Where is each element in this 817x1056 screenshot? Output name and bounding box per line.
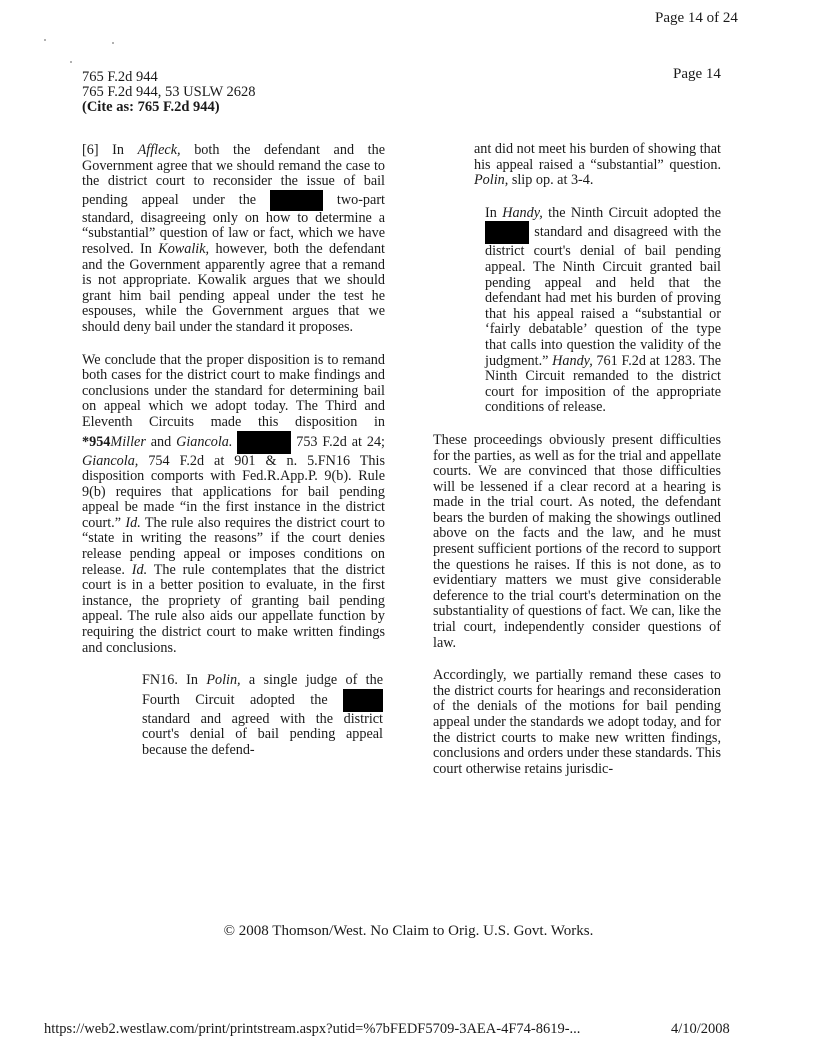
print-date: 4/10/2008 <box>671 1021 730 1037</box>
paragraph-affleck: [6] In Affleck, both the defendant and the Government agree that we should remand the case to the district court to reconsider the issue of bail pending appeal under the two-part standard, disagreeing only on how to determine a “substantial” question of law or fact, which we have resolved. In Kowalik, however, both the defendant and the Government apparently agree that a remand is not appropriate. Kowalik argues that we should grant him bail pending appeal under the test he espouses, while the Government argues that we should deny bail under the standard it proposes. <box>82 142 385 335</box>
right-column <box>433 142 721 794</box>
copyright-notice: © 2008 Thomson/West. No Claim to Orig. U.S. Govt. Works. <box>223 923 594 939</box>
scan-speck <box>112 42 114 44</box>
print-url: https://web2.westlaw.com/print/printstream.aspx?utid=%7bFEDF5709-3AEA-4F74-8619-... <box>44 1021 581 1037</box>
paragraph-remand: Accordingly, we partially remand these cases to the district courts for hearings and reconsideration of the denials of the motions for bail pending appeal under the standards we adopt today, and for the district courts to make new written findings, conclusions and orders under these standards. This court otherwise retains jurisdic- <box>433 667 721 777</box>
redaction-block <box>237 431 291 454</box>
page-number: Page 14 of 24 <box>655 10 738 26</box>
redaction-block <box>485 221 529 244</box>
footnote-handy: In Handy, the Ninth Circuit adopted the standard and disagreed with the district court's denial of bail pending appeal. The Ninth Circuit granted bail pending appeal and held that the defendant had met his burden of proving that his appeal raised a “substantial or ‘fairly debatable’ question of the type that calls into question the validity of the judgment.” Handy, 761 F.2d at 1283. The Ninth Circuit remanded to the district court for imposition of the appropriate conditions of release. <box>485 204 722 416</box>
left-column <box>82 143 385 776</box>
footnote-16-continued: ant did not meet his burden of showing that his appeal raised a “substantial” question. Polin, slip op. at 3-4. <box>474 141 721 189</box>
citation-line: 765 F.2d 944, 53 USLW 2628 <box>82 83 256 100</box>
citation-block <box>82 70 256 114</box>
paragraph-proceedings: These proceedings obviously present difficulties for the parties, as well as for the trial and appellate courts. We are convinced that those difficulties will be lessened if a clear record at a hearing is made in the trial court. As noted, the defendant bears the burden of making the showings outlined above on the facts and the law, and he must present sufficient portions of the record to support the questions he raises. If this is not done, as to evidentiary matters we must give considerable deference to the trial court's determination on the substantiality of questions of fact. We can, like the trial court, independently consider questions of law. <box>433 431 721 651</box>
footnote-16: FN16. In Polin, a single judge of the Fourth Circuit adopted the standard and agreed with the district court's denial of bail pending appeal because the defend- <box>142 672 383 758</box>
redaction-block <box>270 190 323 211</box>
cite-as-line: (Cite as: 765 F.2d 944) <box>82 98 220 115</box>
citation-line: 765 F.2d 944 <box>82 69 158 85</box>
paragraph-disposition: We conclude that the proper disposition is to remand both cases for the district court to make findings and conclusions under the standard for determining bail on appeal which we adopt today. The Third and Eleventh Circuits made this disposition in *954Miller and Giancola. 753 F.2d at 24; Giancola, 754 F.2d at 901 & n. 5.FN16 This disposition comports with Fed.R.App.P. 9(b). Rule 9(b) requires that applications for bail pending appeal be made “in the first instance in the district court.” Id. The rule also requires the district court to “state in writing the reasons” if the court denies release pending appeal or imposes conditions on release. Id. The rule contemplates that the district court is in a better position to evaluate, in the first instance, the propriety of granting bail pending appeal. The rule also aids our appellate function by requiring the district court to make written findings and conclusions. <box>82 351 386 656</box>
scan-speck <box>44 39 46 41</box>
redaction-block <box>343 689 383 712</box>
page-label: Page 14 <box>673 66 721 82</box>
scan-speck <box>70 61 72 63</box>
